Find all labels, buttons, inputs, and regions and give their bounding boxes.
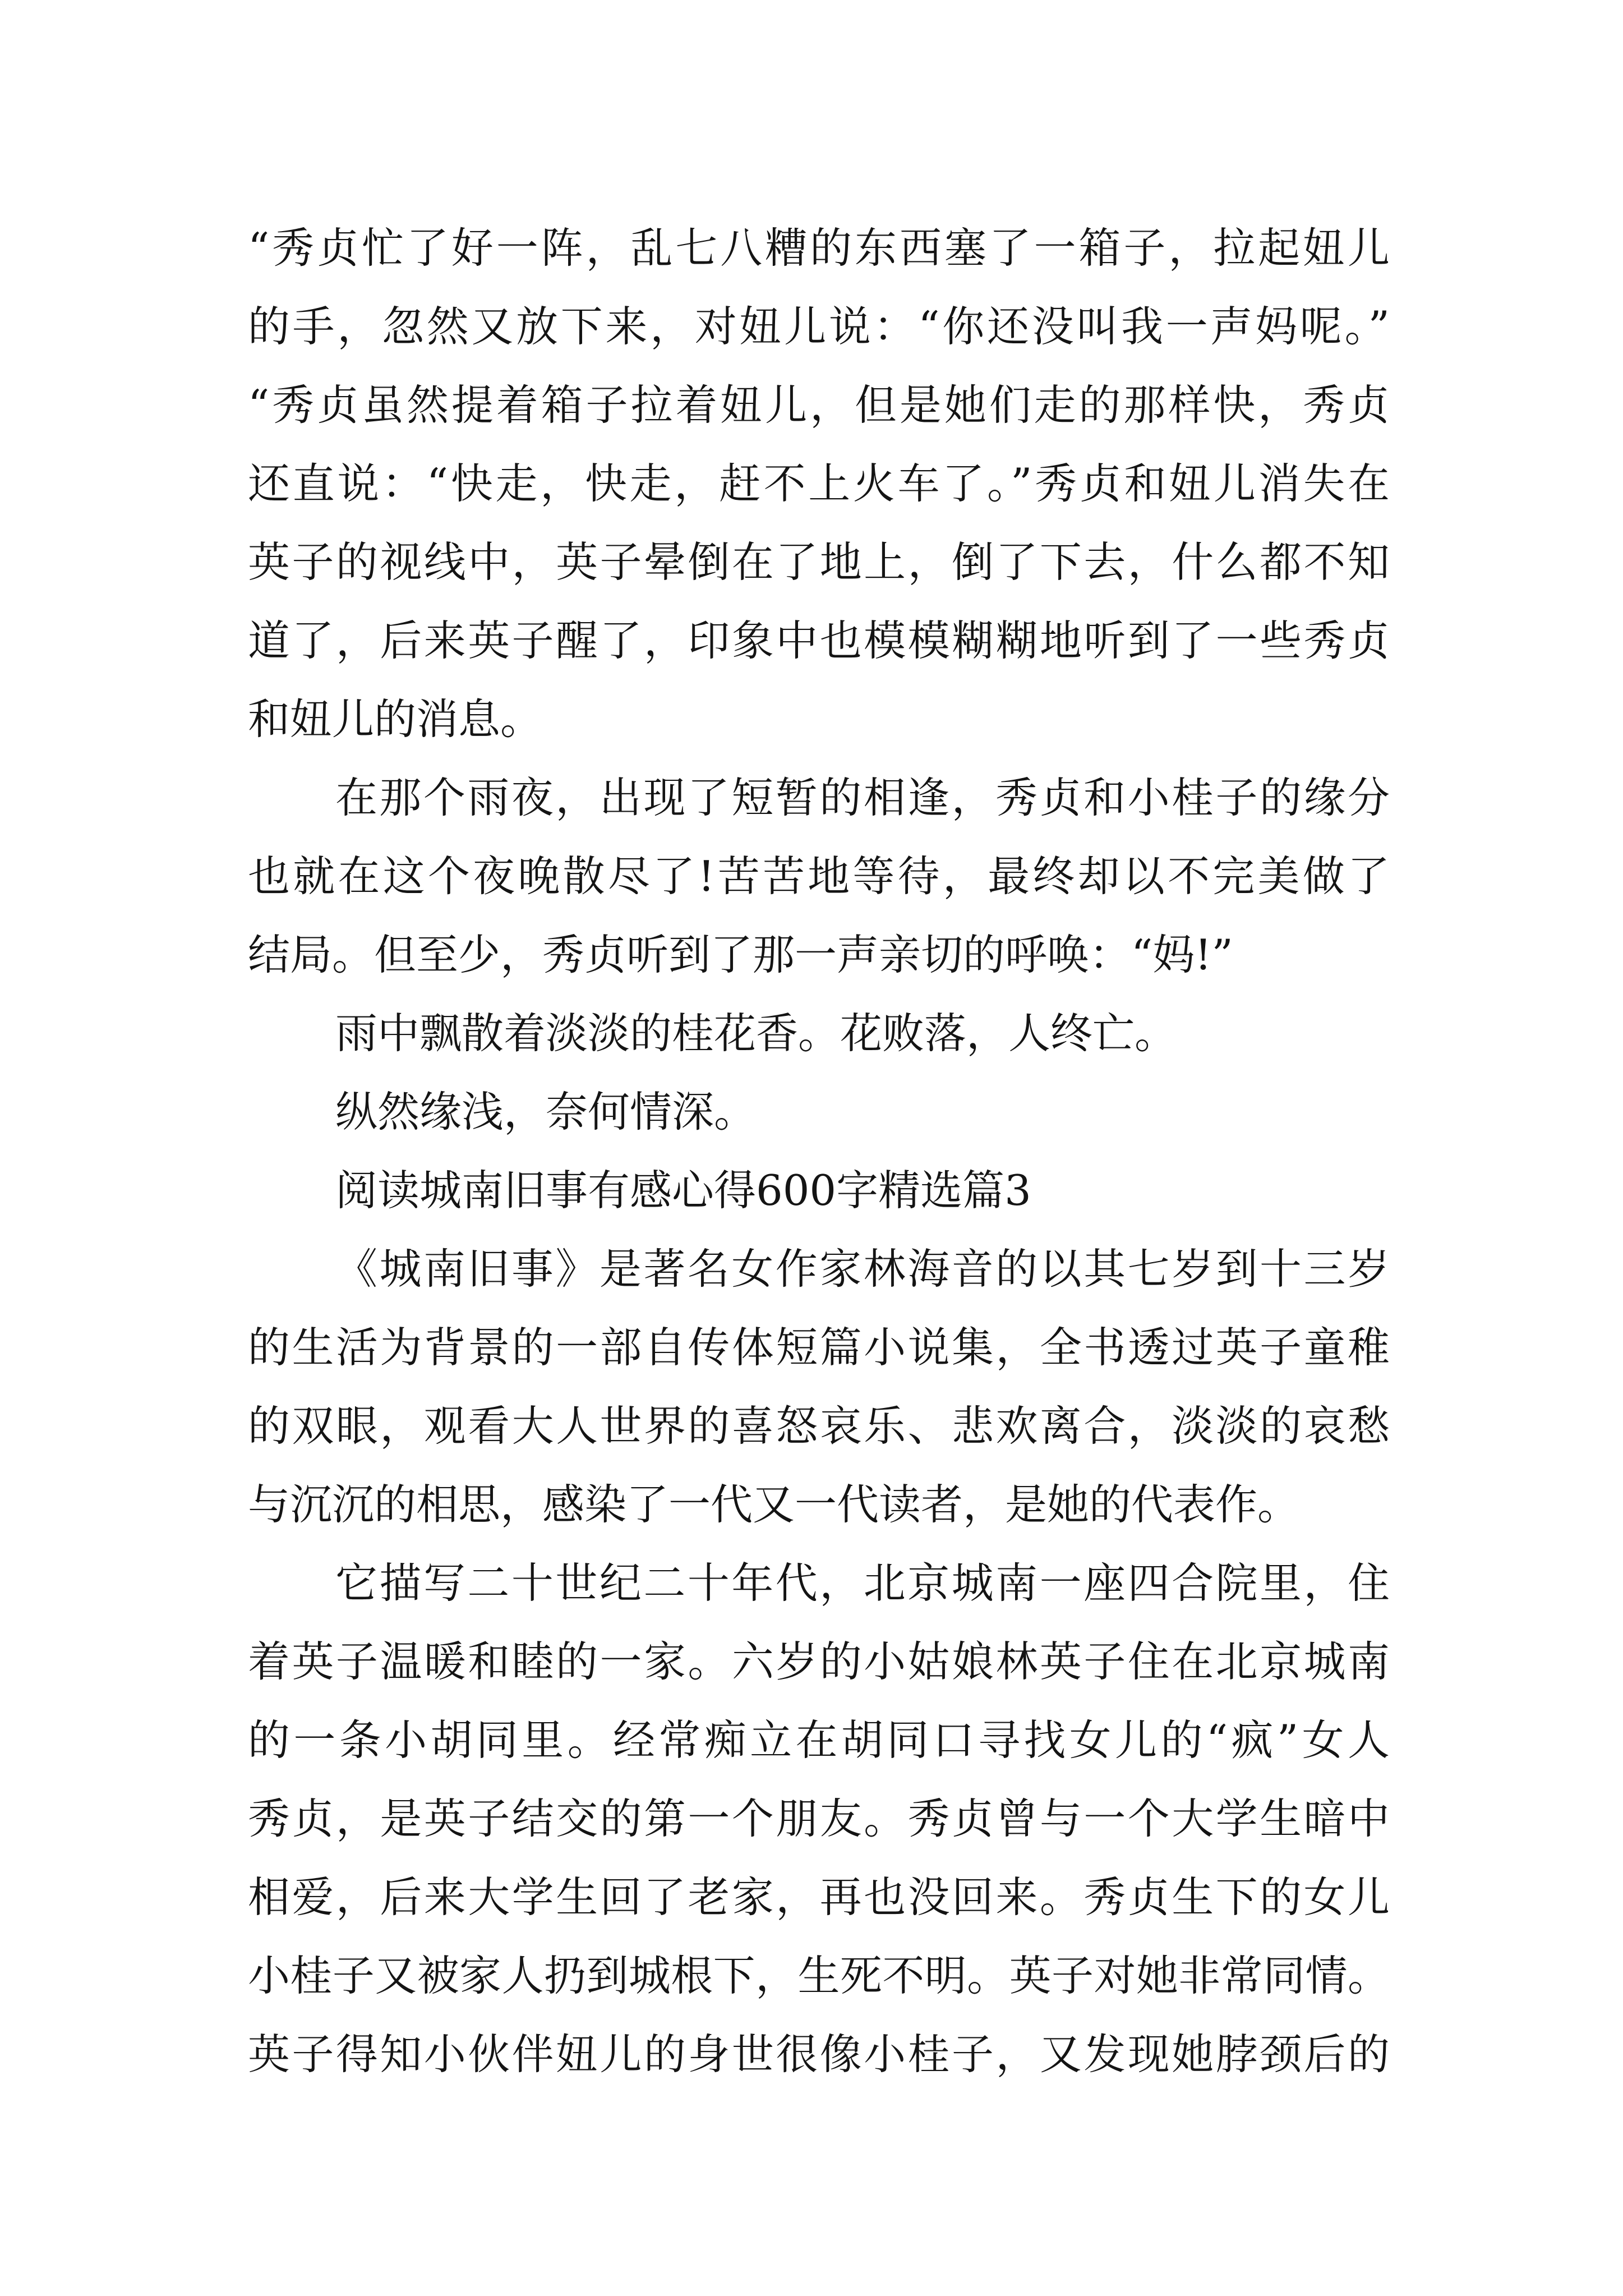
text-line: 也就在这个夜晚散尽了!苦苦地等待，最终却以不完美做了 — [248, 852, 1390, 901]
text-line: 着英子温暖和睦的一家。六岁的小姑娘林英子住在北京城南 — [248, 1637, 1390, 1686]
text-line: 它描写二十世纪二十年代，北京城南一座四合院里，住 — [335, 1558, 1390, 1608]
text-line: 英子的视线中，英子晕倒在了地上，倒了下去，什么都不知 — [248, 537, 1390, 587]
text-line: 纵然缘浅，奈何情深。 — [335, 1087, 757, 1137]
text-line: 的一条小胡同里。经常痴立在胡同口寻找女儿的“疯”女人 — [248, 1715, 1390, 1765]
paragraph — [248, 994, 1390, 1073]
text-line: 的生活为背景的一部自传体短篇小说集，全书透过英子童稚 — [248, 1323, 1390, 1372]
paragraph — [248, 1544, 1390, 2093]
text-line: 相爱，后来大学生回了老家，再也没回来。秀贞生下的女儿 — [248, 1872, 1390, 1922]
text-line: 与沉沉的相思，感染了一代又一代读者，是她的代表作。 — [248, 1480, 1300, 1529]
text-line: 道了，后来英子醒了，印象中也模模糊糊地听到了一些秀贞 — [248, 616, 1390, 665]
text-line: 雨中飘散着淡淡的桂花香。花败落，人终亡。 — [335, 1009, 1177, 1058]
text-line: 秀贞，是英子结交的第一个朋友。秀贞曾与一个大学生暗中 — [248, 1794, 1390, 1843]
text-line: 结局。但至少，秀贞听到了那一声亲切的呼唤：“妈!” — [248, 930, 1233, 979]
section-heading-text: 阅读城南旧事有感心得600字精选篇3 — [335, 1166, 1031, 1215]
text-line: 和妞儿的消息。 — [248, 694, 543, 744]
paragraph — [248, 1073, 1390, 1151]
text-line: 小桂子又被家人扔到城根下，生死不明。英子对她非常同情。 — [248, 1951, 1390, 2000]
section-heading — [248, 1151, 1390, 1230]
text-line: “秀贞忙了好一阵，乱七八糟的东西塞了一箱子，拉起妞儿 — [248, 223, 1390, 273]
paragraph — [248, 1230, 1390, 1544]
text-line: “秀贞虽然提着箱子拉着妞儿，但是她们走的那样快，秀贞 — [248, 380, 1390, 430]
text-line: 英子得知小伙伴妞儿的身世很像小桂子，又发现她脖颈后的 — [248, 2030, 1390, 2079]
text-line: 还直说：“快走，快走，赶不上火车了。”秀贞和妞儿消失在 — [248, 459, 1390, 508]
document-body — [248, 209, 1390, 2093]
paragraph — [248, 758, 1390, 994]
text-line: 《城南旧事》是著名女作家林海音的以其七岁到十三岁 — [335, 1244, 1390, 1294]
paragraph — [248, 209, 1390, 758]
text-line: 的双眼，观看大人世界的喜怒哀乐、悲欢离合，淡淡的哀愁 — [248, 1401, 1390, 1451]
text-line: 的手，忽然又放下来，对妞儿说：“你还没叫我一声妈呢。” — [248, 302, 1390, 351]
text-line: 在那个雨夜，出现了短暂的相逢，秀贞和小桂子的缘分 — [335, 773, 1390, 822]
